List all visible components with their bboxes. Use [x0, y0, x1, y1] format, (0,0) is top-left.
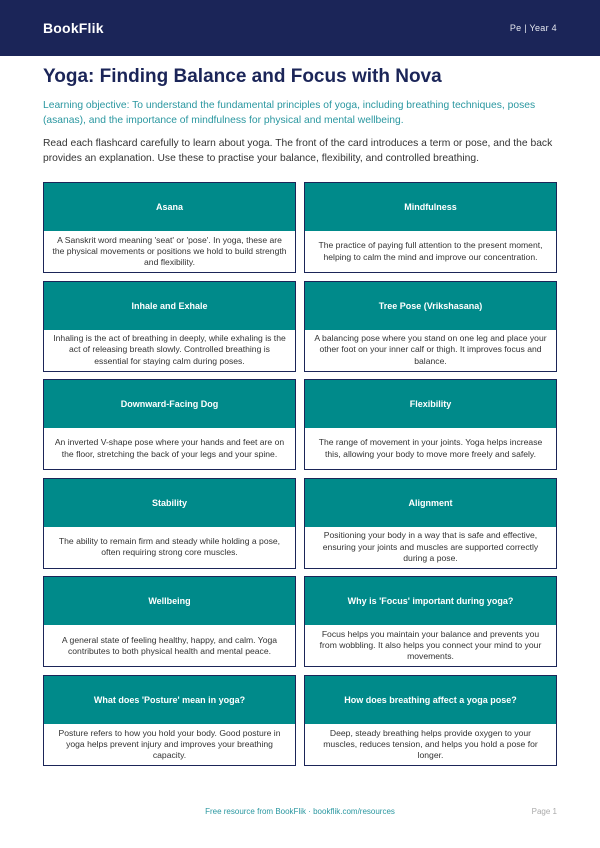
flashcard	[304, 281, 557, 372]
flashcard	[304, 675, 557, 766]
intro-text: Read each flashcard carefully to learn about yoga. The front of the card introduces a term or pose, and the back provides an explanation. Use these to practise your balance, flexibility, and controlled breathing.	[43, 138, 553, 164]
card-front: Alignment	[305, 479, 556, 527]
learning-objective: Learning objective: To understand the fundamental principles of yoga, including breathing techniques, poses (asanas), and the importance of mindfulness for physical and mental wellbeing.	[43, 100, 536, 126]
card-back: A balancing pose where you stand on one leg and place your other foot on your inner calf or thigh. It improves focus and balance.	[314, 333, 547, 366]
card-back: Inhaling is the act of breathing in deeply, while exhaling is the act of releasing breath slowly. Controlled breathing is essential for staying calm during poses.	[53, 333, 286, 366]
card-front: Downward-Facing Dog	[44, 380, 295, 428]
card-back: Posture refers to how you hold your body. Good posture in yoga helps prevent injury and improves your breathing capacity.	[58, 727, 281, 761]
flashcard-grid	[43, 182, 557, 766]
card-back: A general state of feeling healthy, happy, and calm. Yoga contributes to both physical health and mental peace.	[61, 634, 278, 656]
card-front: Inhale and Exhale	[44, 282, 295, 330]
card-back: Deep, steady breathing helps provide oxygen to your muscles, reduces tension, and helps you hold a pose for longer.	[323, 727, 538, 761]
card-back: The ability to remain firm and steady while holding a pose, often requiring strong core muscles.	[58, 536, 281, 558]
card-front: Flexibility	[305, 380, 556, 428]
flashcard	[304, 478, 557, 569]
card-back: An inverted V-shape pose where your hands and feet are on the floor, stretching the back of your legs and your spine.	[54, 437, 285, 459]
page-number: Page 1	[531, 807, 557, 816]
card-back: Focus helps you maintain your balance and prevents you from wobbling. It also helps you connect your mind to your movements.	[319, 629, 542, 662]
page-title: Yoga: Finding Balance and Focus with Nova	[43, 66, 442, 87]
card-front: How does breathing affect a yoga pose?	[305, 676, 556, 724]
card-front: Why is 'Focus' important during yoga?	[305, 577, 556, 625]
flashcard	[304, 576, 557, 667]
card-front: What does 'Posture' mean in yoga?	[44, 676, 295, 724]
card-back: Positioning your body in a way that is safe and effective, ensuring your joints and muscles are supported correctly during a pose.	[322, 530, 539, 563]
card-back: A Sanskrit word meaning 'seat' or 'pose'. In yoga, these are the physical movements or positions we hold to build strength and flexibility.	[52, 234, 287, 268]
flashcard	[304, 182, 557, 273]
card-front: Stability	[44, 479, 295, 527]
flashcard	[43, 576, 296, 667]
brand-logo[interactable]: BookFlik	[43, 20, 104, 36]
flashcard	[43, 478, 296, 569]
card-back: The practice of paying full attention to the present moment, helping to calm the mind and improve our concentration.	[318, 240, 543, 262]
footer-link[interactable]: Free resource from BookFlik · bookflik.com/resources	[205, 807, 395, 816]
card-front: Wellbeing	[44, 577, 295, 625]
header-bar	[0, 0, 600, 56]
flashcard	[43, 379, 296, 470]
card-back: The range of movement in your joints. Yoga helps increase this, allowing your body to move more freely and safely.	[318, 437, 543, 459]
flashcard	[304, 379, 557, 470]
flashcard	[43, 281, 296, 372]
flashcard	[43, 182, 296, 273]
flashcard	[43, 675, 296, 766]
card-front: Asana	[44, 183, 295, 231]
card-front: Mindfulness	[305, 183, 556, 231]
subject-meta: Pe | Year 4	[509, 23, 557, 33]
card-front: Tree Pose (Vrikshasana)	[305, 282, 556, 330]
